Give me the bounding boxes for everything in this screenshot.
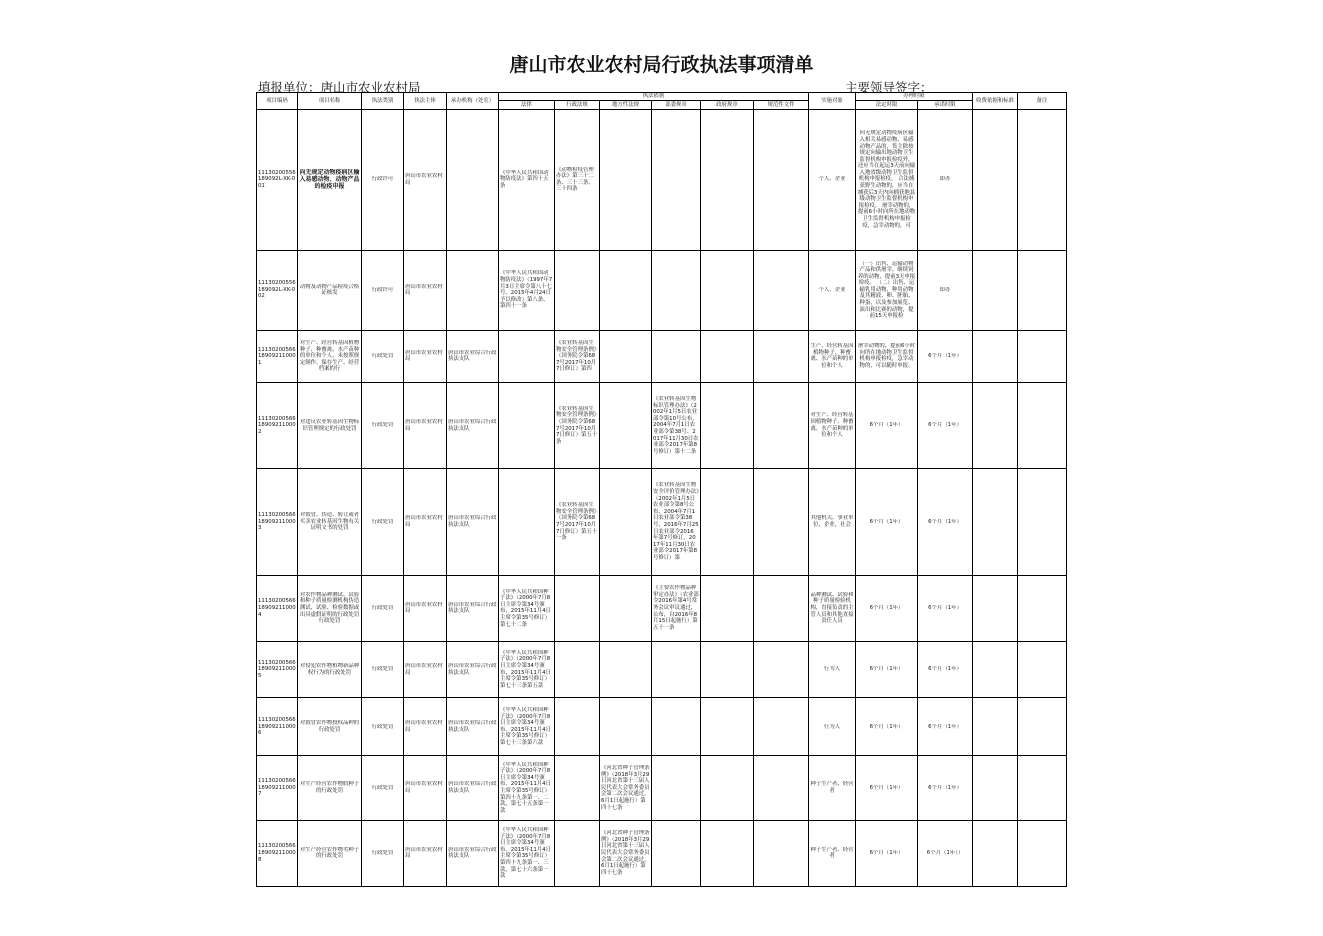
cell-org-text: 唐山市农业综合行政执法支队 [448,349,497,363]
cell-subject [404,469,447,575]
cell-code-text: 11130200566189092110005 [258,659,296,679]
cell-name [298,575,362,641]
cell-admin-reg [555,642,600,698]
cell-subject-text: 唐山市农业农村局 [405,173,443,186]
header-remark: 备注 [1018,93,1067,110]
cell-type [362,642,404,698]
cell-local-reg [600,820,652,886]
cell-subject [404,575,447,641]
cell-gov-rule [701,469,754,575]
table-body [257,110,1067,887]
cell-name [298,469,362,575]
table-row [257,110,1067,251]
cell-target-text: 生产、经营转基因植物种子、种畜禽、水产苗种的单位和个人 [810,343,854,370]
cell-code [257,110,298,251]
cell-target-text: 个人、企业 [818,286,846,293]
cell-code [257,642,298,698]
cell-dept-rule [652,110,701,251]
cell-law [499,575,555,641]
cell-law-text: 《中华人民共和国种子法》（2000年7月8日主席令第34号颁布，2015年11月4日主席令第35号修订）第四十九条第一、二款，第七十五条第一款 [500,761,551,814]
cell-code [257,756,298,820]
cell-gov-rule [701,575,754,641]
cell-type [362,330,404,382]
cell-subject [404,110,447,251]
cell-promise-time [918,330,973,382]
cell-remark [1018,250,1067,330]
cell-code [257,469,298,575]
cell-dept-rule [652,330,701,382]
cell-org [447,330,499,382]
cell-dept-rule [652,698,701,756]
cell-target-text: 行为人 [823,723,841,730]
cell-org-text: 唐山市农业综合行政执法支队 [448,720,497,733]
cell-admin-reg [555,820,600,886]
cell-type [362,756,404,820]
cell-subject [404,820,447,886]
cell-dept-rule [652,250,701,330]
cell-target-text: 种子生产者、经营者 [810,846,854,860]
header-org: 承办机构（处室） [447,93,499,110]
table-row [257,383,1067,469]
cell-name [298,820,362,886]
cell-code-text: 11130200566189092110001 [258,346,296,366]
cell-target [809,642,856,698]
header-law: 法律 [499,101,555,110]
cell-admin-reg [555,110,600,251]
cell-org [447,110,499,251]
cell-legal-time [856,575,918,641]
cell-subject-text: 唐山市农业农村局 [405,349,443,363]
cell-legal-time [856,469,918,575]
header-type: 执法类别 [362,93,404,110]
cell-type [362,820,404,886]
reporting-unit: 填报单位：唐山市农业农村局 [258,80,421,95]
cell-law [499,383,555,469]
cell-target [809,469,856,575]
cell-local-reg [600,756,652,820]
cell-dept-rule [652,469,701,575]
cell-subject [404,642,447,698]
cell-name [298,110,362,251]
cell-admin-reg-text: 《农业转基因生物安全管理条例》（国务院令第687号2017年10月7日修订）第五十一条 [556,502,598,542]
cell-law [499,820,555,886]
cell-name-text: 对侵犯农作物植物新品种权行为的行政处罚 [299,663,360,676]
cell-fee [973,820,1018,886]
cell-code-text: 11130200556189092L-XK-002 [258,280,296,300]
cell-type [362,575,404,641]
cell-law [499,756,555,820]
cell-norm-doc [754,698,809,756]
cell-norm-doc [754,756,809,820]
cell-remark [1018,756,1067,820]
cell-name-text: 对生产经营农作物假种子的行政处罚 [299,781,360,795]
cell-fee [973,756,1018,820]
cell-norm-doc [754,330,809,382]
cell-name [298,383,362,469]
cell-type-text: 行政处罚 [371,353,394,360]
cell-code-text: 11130200566189092110008 [258,843,296,863]
cell-promise-time [918,383,973,469]
cell-subject [404,756,447,820]
cell-subject-text: 唐山市农业农村局 [405,846,443,860]
table-row [257,250,1067,330]
cell-target [809,110,856,251]
table-row [257,820,1067,886]
cell-name-text: 对生产经营农作物劣种子的行政处罚 [299,846,360,860]
cell-gov-rule [701,756,754,820]
cell-org-text: 唐山市农业综合行政执法支队 [448,601,497,615]
cell-fee [973,383,1018,469]
cell-org-text: 唐山市农业综合行政执法支队 [448,846,497,860]
cell-fee [973,642,1018,698]
cell-admin-reg [555,469,600,575]
enforcement-table-wrapper [256,92,1066,887]
header-legal-time: 法定时限 [856,101,918,110]
cell-local-reg [600,383,652,469]
header-name: 项目名称 [298,93,362,110]
header-code: 项目编码 [257,93,298,110]
cell-legal-time [856,383,918,469]
cell-promise-time-text: 6个月（1年） [928,422,962,429]
cell-legal-time [856,756,918,820]
cell-law-text: 《中华人民共和国种子法》（2000年7月8日主席令第34号颁布，2015年11月4日主席令第35号修订）第七十三条第六款 [500,707,551,746]
cell-promise-time-text: 6个月（1年） [928,353,962,360]
cell-law [499,469,555,575]
cell-name-text: 动物及动物产品检疫合格证核发 [299,283,360,297]
cell-fee [973,250,1018,330]
cell-org [447,250,499,330]
cell-gov-rule [701,110,754,251]
cell-legal-time-text: 6个月（1年） [869,723,904,730]
enforcement-table [256,92,1067,887]
cell-admin-reg-text: 《动物检疫管理办法》第三十二条、三十三条、三十四条 [556,166,594,193]
cell-org-text: 唐山市农业综合行政执法支队 [448,781,497,795]
cell-law-text: 《中华人民共和国种子法》（2000年7月8日主席令第34号颁布，2015年11月4日主席令第35号修订）第七十三条第五款 [500,649,551,689]
cell-name-text: 向无规定动物疫病区输入易感动物、动物产品的检疫申报 [299,168,360,191]
cell-name [298,698,362,756]
cell-promise-time [918,250,973,330]
cell-law-text: 《中华人民共和国种子法》（2000年7月8日主席令第34号颁布，2015年11月4日主席令第35号修订）第四十九条第一、三款，第七十六条第一款 [500,826,551,880]
cell-org-text: 唐山市农业综合行政执法支队 [448,419,497,432]
cell-name-text: 对假冒、伪造、转让或者买卖农业转基因生物有关证明文书的处罚 [299,512,360,532]
cell-org [447,575,499,641]
cell-legal-time-text: 6个月（1年） [869,518,904,525]
cell-legal-time-text: 6个月（1年） [869,784,904,791]
cell-local-reg [600,575,652,641]
cell-fee [973,469,1018,575]
cell-name [298,330,362,382]
cell-gov-rule [701,383,754,469]
cell-legal-time [856,698,918,756]
cell-code-text: 11130200566189092110004 [258,598,296,618]
cell-admin-reg [555,250,600,330]
header-gov-rule: 政府规章 [701,101,754,110]
table-row [257,756,1067,820]
cell-target-text: 种子生产者、经营者 [810,781,854,795]
cell-code [257,575,298,641]
cell-remark [1018,383,1067,469]
cell-subject-text: 唐山市农业农村局 [405,515,443,529]
cell-target-text: 对生产、经营转基因植物种子、种畜禽、水产苗种的单位和个人 [810,412,854,439]
cell-gov-rule [701,820,754,886]
header-admin-reg: 行政法规 [555,101,600,110]
cell-subject [404,250,447,330]
cell-name-text: 对假冒农作物授权品种的行政处罚 [299,720,360,733]
cell-code [257,250,298,330]
cell-subject-text: 唐山市农业农村局 [405,283,443,297]
header-local-reg: 地方性法规 [600,101,652,110]
cell-promise-time [918,575,973,641]
cell-local-reg [600,330,652,382]
table-row [257,469,1067,575]
cell-local-reg [600,110,652,251]
cell-local-reg-text: 《河北省种子管理条例》（2018年3月29日河北省第十三届人民代表大会常务委员会第二次会议通过，6月1日起施行）第四十七条 [601,830,650,876]
cell-org-text: 唐山市农业综合行政执法支队 [448,515,497,529]
cell-promise-time-text: 6个月（1年） [928,518,962,525]
cell-dept-rule [652,820,701,886]
cell-subject-text: 唐山市农业农村局 [405,663,443,676]
cell-norm-doc [754,642,809,698]
header-time: 办理时限 [856,93,973,101]
cell-legal-time-text: （一）出售、运输动物产品和供屠宰、继续饲养的动物，提前3天申报检疫。 （二）出售、运输乳用动物、种用动物及其精液、卵、胚胎、种蛋，以及参加展览、演出和比赛的动物，提前15天申报检 [857,260,916,320]
cell-type [362,469,404,575]
cell-target [809,330,856,382]
header-subject: 执法主体 [404,93,447,110]
cell-type-text: 行政处罚 [371,605,394,612]
cell-admin-reg [555,698,600,756]
cell-code [257,698,298,756]
header-dept-rule: 部委规章 [652,101,701,110]
cell-law [499,330,555,382]
cell-legal-time [856,330,918,382]
cell-law [499,642,555,698]
cell-dept-rule [652,756,701,820]
cell-code-text: 11130200566189092110007 [258,778,296,798]
cell-legal-time-text: 6个月（1年） [869,850,904,857]
cell-remark [1018,110,1067,251]
cell-legal-time-text: 屠宰动物的，提前6小时向所在地动物卫生监督机构申报检疫，急宰动物的，可以随时申报。 [857,343,916,370]
header-target: 实施对象 [809,93,856,110]
cell-type [362,383,404,469]
cell-fee [973,330,1018,382]
header-promise-time: 承诺时限 [918,101,973,110]
cell-name [298,642,362,698]
cell-promise-time [918,756,973,820]
cell-code-text: 11130200566189092110006 [258,716,296,737]
cell-norm-doc [754,383,809,469]
cell-legal-time-text: 6个月（1年） [869,422,904,429]
cell-promise-time-text: 6个月（1年） [928,784,962,791]
cell-remark [1018,820,1067,886]
cell-gov-rule [701,250,754,330]
cell-type-text: 行政处罚 [371,784,394,791]
cell-norm-doc [754,820,809,886]
cell-dept-rule-text: 《农业转基因生物标识管理办法》（2002年1月5日农业部令第10号公布，2004年7月1日农业部令第38号、2017年11月30日农业部令2017年第8号修订）第十二条 [653,396,699,455]
cell-code [257,330,298,382]
cell-promise-time-text: 即办 [939,176,951,183]
cell-legal-time-text: 6个月（1年） [869,666,904,673]
cell-target [809,383,856,469]
cell-promise-time [918,110,973,251]
cell-code-text: 11130200566189092110002 [258,415,296,435]
cell-norm-doc [754,110,809,251]
cell-promise-time-text: 6个月（1年） [928,605,962,612]
cell-name [298,250,362,330]
cell-fee [973,575,1018,641]
cell-gov-rule [701,698,754,756]
cell-subject-text: 唐山市农业农村局 [405,419,443,432]
table-row [257,698,1067,756]
cell-gov-rule [701,642,754,698]
cell-remark [1018,575,1067,641]
cell-name [298,756,362,820]
cell-target-text: 品种测试、试验和种子质量检验机构，直接负责的主管人员和其他直接责任人员 [810,591,854,625]
cell-target-text: 个人、企业 [818,176,846,183]
header-basis: 执法依据 [499,93,809,101]
cell-target [809,820,856,886]
cell-admin-reg [555,575,600,641]
cell-admin-reg-text: 《农业转基因生物安全管理条例》（国务院令第687号2017年10月7日修订）第五十条 [556,405,598,445]
cell-fee [973,698,1018,756]
header-norm-doc: 规范性文件 [754,101,809,110]
cell-law-text: 《中华人民共和国动物防疫法》（1997年7月3日主席令第八十七号，2015年4月24日予以修改）第八条、第四十一条 [500,270,553,310]
cell-subject [404,698,447,756]
cell-law [499,110,555,251]
cell-admin-reg [555,330,600,382]
cell-subject-text: 唐山市农业农村局 [405,720,443,733]
cell-norm-doc [754,575,809,641]
cell-norm-doc [754,469,809,575]
cell-type-text: 行政处罚 [371,850,394,857]
cell-local-reg [600,642,652,698]
cell-local-reg-text: 《河北省种子管理条例》（2018年3月29日河北省第十三届人民代表大会常务委员会第二次会议通过，6月1日起施行）第四十七条 [601,764,650,811]
cell-name-text: 对农作物品种测试、试验和种子质量检测机构伪造测试、试验、检验数据或出具虚假证明的行政处罚 行政处罚 [299,591,360,625]
cell-type [362,110,404,251]
cell-legal-time-text: 6个月（1年） [869,605,904,612]
cell-remark [1018,469,1067,575]
cell-org [447,698,499,756]
cell-subject-text: 唐山市农业农村局 [405,781,443,795]
cell-type-text: 行政许可 [371,286,394,293]
cell-remark [1018,698,1067,756]
cell-local-reg [600,250,652,330]
cell-promise-time [918,820,973,886]
cell-legal-time-text: 向无规定动物疫病区输入相关易感动物、易感动物产品的，货主除按规定向输出地动物卫生监督机构申报检疫外，还应当在起运3天前向输入地省级动物卫生监督机构申报检疫。 合法捕获野生动物的，应当在捕获后3天内向捕获地县级动物卫生监督机构申报检疫。 屠宰动物的，提前6小时向所在地动物卫生监督机构申报检疫，急宰动物的，可 [857,130,916,229]
cell-law-text: 《中华人民共和国种子法》（2000年7月8日主席令第34号颁布，2015年11月4日主席令第35号修订）第七十二条 [500,588,551,628]
cell-subject-text: 唐山市农业农村局 [405,601,443,615]
cell-legal-time [856,250,918,330]
cell-org [447,383,499,469]
cell-target [809,250,856,330]
cell-dept-rule-text: 《农业转基因生物安全评价管理办法》（2002年1月5日农业部令第8号公布，2004年7月1日农业部令第38号，2016年7月25日农业部令2016年第7号修订，2017年11月30日农业部令2017年第8号修订）第 [653,482,699,562]
cell-legal-time [856,820,918,886]
cell-type-text: 行政处罚 [371,723,394,730]
cell-target-text: 其他机关、事业单位、企业，社会 [810,515,854,529]
table-row [257,642,1067,698]
leader-signature-label: 主要领导签字： [845,80,933,95]
cell-type [362,250,404,330]
cell-type-text: 行政处罚 [371,666,394,673]
cell-org [447,820,499,886]
cell-org [447,469,499,575]
cell-target [809,575,856,641]
cell-promise-time [918,642,973,698]
cell-admin-reg [555,383,600,469]
cell-type-text: 行政处罚 [371,518,394,525]
cell-law-text: 《中华人民共和国动物防疫法》第四十五条 [500,169,549,190]
cell-name-text: 对生产、经营转基因植物种子、种畜禽、水产苗种的单位和个人，未按照规定制作、保存生产、经营档案的行 [299,339,360,373]
cell-local-reg [600,698,652,756]
cell-admin-reg-text: 《农业转基因生物安全管理条例》（国务院令第687号2017年10月7日修订）第四 [556,339,597,373]
cell-gov-rule [701,330,754,382]
cell-dept-rule-text: 《主要农作物品种审定办法》（农业部令2016年第4号常务会议审议通过，公布，自2016年8月15日起施行）第五十一条 [653,585,699,631]
cell-promise-time-text: 6个月（1年） [928,723,962,730]
cell-remark [1018,330,1067,382]
cell-type-text: 行政处罚 [371,422,394,429]
cell-law [499,698,555,756]
cell-promise-time-text: 6个月（1年）） [926,850,964,857]
cell-promise-time-text: 即办 [939,286,951,293]
cell-code [257,820,298,886]
cell-target [809,756,856,820]
cell-code-text: 11130200566189092110003 [258,512,296,532]
cell-promise-time-text: 6个月（1年） [928,666,962,673]
cell-local-reg [600,469,652,575]
cell-admin-reg [555,756,600,820]
cell-norm-doc [754,250,809,330]
cell-org-text: 唐山市农业综合行政执法支队 [448,663,497,676]
cell-remark [1018,642,1067,698]
cell-dept-rule [652,575,701,641]
cell-type [362,698,404,756]
cell-promise-time [918,698,973,756]
cell-dept-rule [652,642,701,698]
cell-legal-time [856,110,918,251]
cell-org [447,756,499,820]
cell-org [447,642,499,698]
cell-code-text: 11130200556189092L-XK-001 [258,169,296,190]
table-row [257,575,1067,641]
cell-code [257,383,298,469]
cell-subject [404,383,447,469]
cell-dept-rule [652,383,701,469]
page-title: 唐山市农业农村局行政执法事项清单 [509,54,814,76]
cell-name-text: 对违反农业转基因生物标识管理规定的行政处罚 [299,419,360,432]
table-row [257,330,1067,382]
header-fee: 收费依据和标准 [973,93,1018,110]
cell-law [499,250,555,330]
cell-fee [973,110,1018,251]
cell-target-text: 行为人 [823,666,841,673]
cell-promise-time [918,469,973,575]
cell-legal-time [856,642,918,698]
cell-type-text: 行政许可 [371,176,394,183]
cell-target [809,698,856,756]
cell-subject [404,330,447,382]
